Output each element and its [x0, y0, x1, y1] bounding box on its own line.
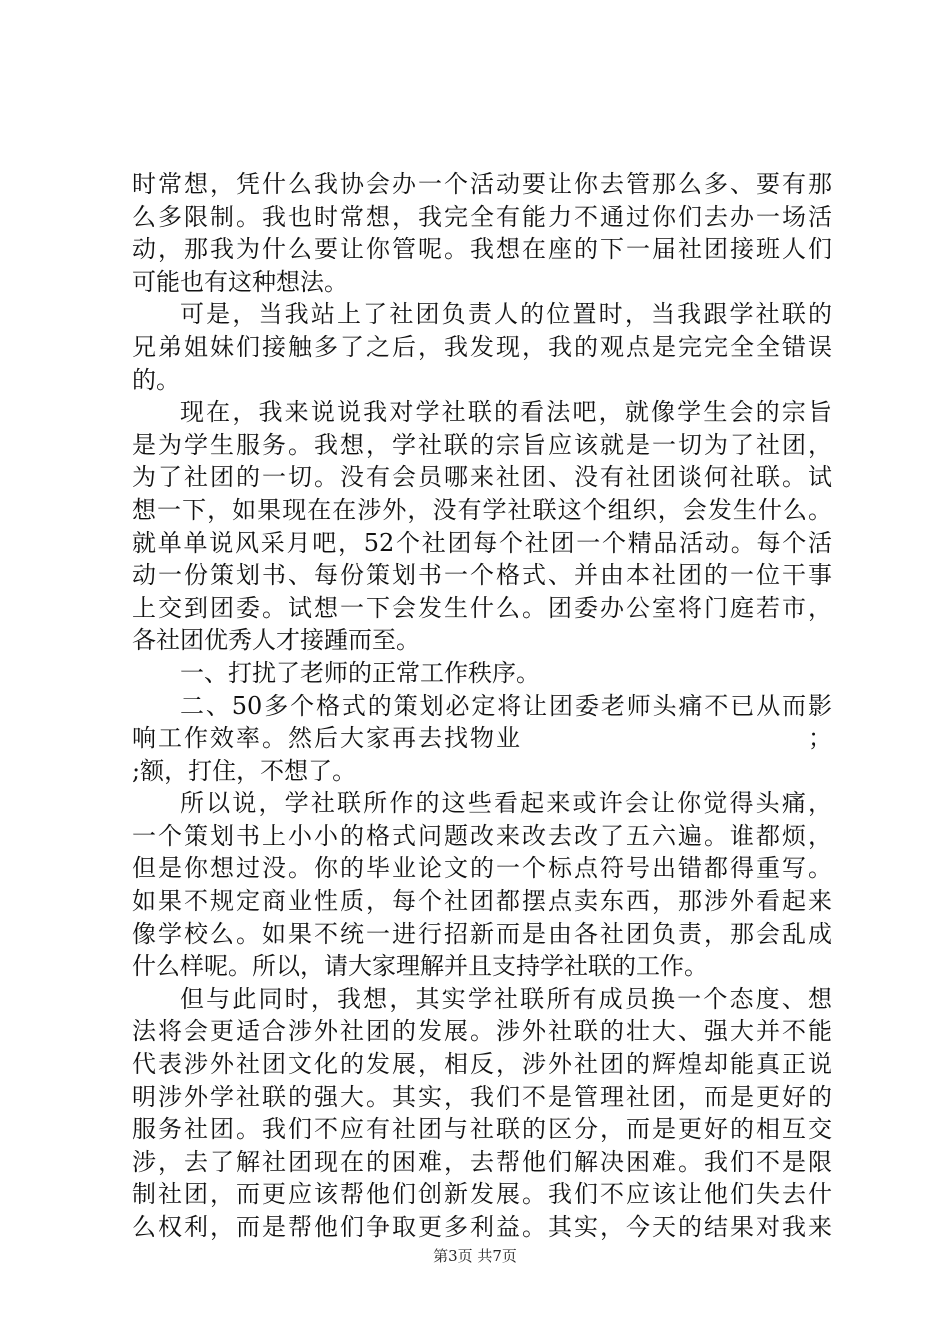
text-line: 法将会更适合涉外社团的发展。涉外社联的壮大、强大并不能: [132, 1017, 832, 1046]
text-line: 么多限制。我也时常想，我完全有能力不通过你们去办一场活: [132, 202, 832, 231]
text-line: 制社团，而更应该帮他们创新发展。我们不应该让他们失去什: [132, 1180, 832, 1209]
text-line: 什么样呢。所以，请大家理解并且支持学社联的工作。: [132, 952, 708, 981]
text-line: 如果不规定商业性质，每个社团都摆点卖东西，那涉外看起来: [132, 887, 832, 916]
text-line: 所以说，学社联所作的这些看起来或许会让你觉得头痛，: [180, 789, 832, 818]
text-line: 想一下，如果现在在涉外，没有学社联这个组织，会发生什么。: [132, 495, 832, 524]
text-line: 兄弟姐妹们接触多了之后，我发现，我的观点是完完全全错误: [132, 332, 832, 361]
text-line: 的。: [132, 365, 180, 394]
text-line: 可是，当我站上了社团负责人的位置时，当我跟学社联的: [180, 300, 832, 329]
text-line: 明涉外学社联的强大。其实，我们不是管理社团，而是更好的: [132, 1082, 832, 1111]
text-line: 一、打扰了老师的正常工作秩序。: [180, 658, 540, 687]
text-line: 涉，去了解社团现在的困难，去帮他们解决困难。我们不是限: [132, 1147, 832, 1176]
text-line: 么权利，而是帮他们争取更多利益。其实，今天的结果对我来: [132, 1213, 832, 1241]
text-line: 各社团优秀人才接踵而至。: [132, 626, 420, 655]
text-line: 像学校么。如果不统一进行招新而是由各社团负责，那会乱成: [132, 919, 832, 948]
text-line: 动，那我为什么要让你管呢。我想在座的下一届社团接班人们: [132, 235, 832, 264]
text-line: 二、50多个格式的策划必定将让团委老师头痛不已从而影: [180, 691, 832, 720]
text-line: 可能也有这种想法。: [132, 267, 348, 296]
document-body: [132, 168, 832, 1244]
text-line: 响工作效率。然后大家再去找物业 ；: [132, 724, 832, 753]
text-line: 现在，我来说说我对学社联的看法吧，就像学生会的宗旨: [180, 398, 832, 427]
text-line: 时常想，凭什么我协会办一个活动要让你去管那么多、要有那: [132, 170, 832, 198]
page-footer: 第3页 共7页: [433, 1247, 517, 1265]
text-line: 但与此同时，我想，其实学社联所有成员换一个态度、想: [180, 984, 832, 1013]
text-line: 服务社团。我们不应有社团与社联的区分，而是更好的相互交: [132, 1115, 832, 1144]
text-line: 为了社团的一切。没有会员哪来社团、没有社团谈何社联。试: [132, 463, 832, 492]
text-line: ;额，打住，不想了。: [132, 756, 357, 785]
text-line: 是为学生服务。我想，学社联的宗旨应该就是一切为了社团，: [132, 430, 832, 459]
text-line: 动一份策划书、每份策划书一个格式、并由本社团的一位干事: [132, 561, 832, 590]
text-line: 一个策划书上小小的格式问题改来改去改了五六遍。谁都烦，: [132, 821, 832, 850]
text-line: 代表涉外社团文化的发展，相反，涉外社团的辉煌却能真正说: [132, 1050, 832, 1079]
text-line: 上交到团委。试想一下会发生什么。团委办公室将门庭若市，: [132, 593, 832, 622]
text-line: 但是你想过没。你的毕业论文的一个标点符号出错都得重写。: [132, 854, 832, 883]
text-line: 就单单说风采月吧，52个社团每个社团一个精品活动。每个活: [132, 528, 832, 557]
